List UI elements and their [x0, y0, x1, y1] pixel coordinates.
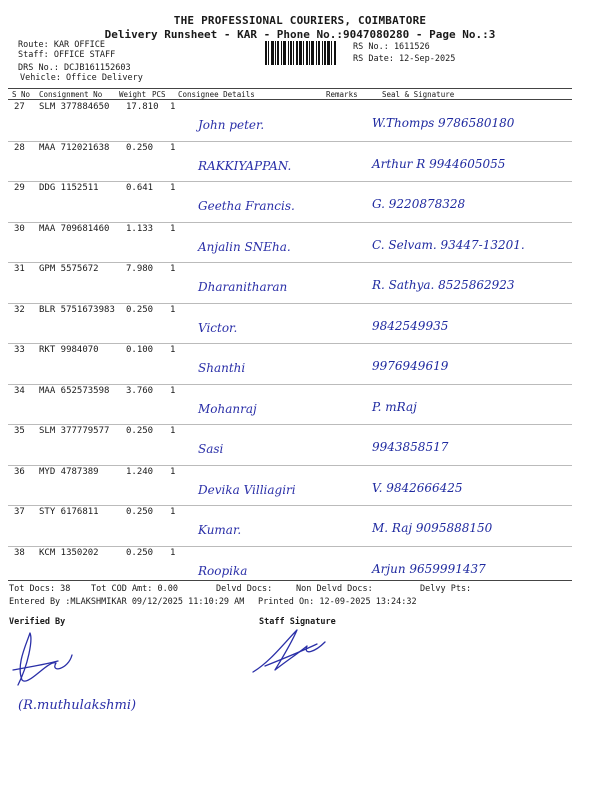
col-header-seal: Seal & Signature: [382, 90, 455, 99]
staff-signature-label: Staff Signature: [259, 617, 336, 627]
row-seal-signature: Arjun 9659991437: [372, 561, 486, 576]
verifier-name-handwriting: (R.muthulakshmi): [18, 698, 137, 713]
row-consignment-no: MAA 652573598: [39, 385, 110, 396]
row-seal-signature: P. mRaj: [372, 399, 417, 414]
row-consignment-no: RKT 9984070: [39, 345, 99, 355]
row-consignment-no: MAA 709681460: [39, 223, 110, 234]
row-weight: 0.250: [126, 304, 154, 315]
row-consignee-handwriting: Roopika: [198, 563, 248, 578]
rs-number: RS No.: 1611526: [353, 42, 430, 52]
col-header-weight: Weight: [119, 90, 147, 99]
row-consignee-handwriting: Shanthi: [198, 361, 246, 375]
company-title: THE PROFESSIONAL COURIERS, COIMBATORE: [173, 14, 427, 27]
barcode: [265, 41, 349, 65]
row-weight: 0.250: [126, 507, 154, 517]
row-divider: [8, 343, 572, 344]
delivery-points: Delvy Pts:: [420, 584, 472, 594]
row-seal-signature: 9976949619: [372, 359, 449, 373]
row-divider: [8, 424, 572, 425]
total-docs: Tot Docs: 38: [9, 584, 71, 594]
row-sno: 28: [14, 142, 25, 153]
row-pcs: 1: [170, 547, 176, 558]
row-consignee-handwriting: Sasi: [198, 442, 224, 456]
row-divider: [8, 262, 572, 263]
row-consignment-no: SLM 377779577: [39, 426, 110, 436]
row-consignment-no: BLR 5751673983: [39, 304, 115, 315]
row-pcs: 1: [170, 507, 176, 517]
staff-signature: [245, 622, 335, 682]
row-pcs: 1: [170, 102, 176, 112]
row-consignee-handwriting: RAKKIYAPPAN.: [198, 158, 292, 173]
row-weight: 0.250: [126, 426, 154, 436]
row-consignee-handwriting: Mohanraj: [198, 401, 257, 416]
row-weight: 0.250: [126, 547, 154, 558]
row-seal-signature: Arthur R 9944605055: [372, 156, 506, 171]
row-sno: 37: [14, 507, 25, 517]
row-pcs: 1: [170, 426, 176, 436]
row-pcs: 1: [170, 264, 176, 274]
row-sno: 35: [14, 426, 25, 436]
col-header-consignment: Consignment No: [39, 90, 103, 99]
col-header-sno: S No: [12, 90, 31, 99]
row-divider: [8, 181, 572, 182]
non-delivered-docs: Non Delvd Docs:: [296, 584, 373, 594]
row-seal-signature: 9842549935: [372, 318, 449, 333]
row-sno: 36: [14, 466, 25, 477]
row-sno: 27: [14, 102, 25, 112]
row-divider: [8, 222, 572, 223]
row-consignee-handwriting: Anjalin SNEha.: [198, 239, 291, 254]
row-divider: [8, 505, 572, 506]
row-consignment-no: KCM 1350202: [39, 547, 99, 558]
row-consignment-no: MAA 712021638: [39, 142, 110, 153]
row-weight: 7.980: [126, 264, 154, 274]
row-weight: 0.100: [126, 345, 154, 355]
row-consignment-no: DDG 1152511: [39, 183, 99, 193]
row-consignee-handwriting: John peter.: [198, 118, 265, 132]
row-divider: [8, 546, 572, 547]
row-sno: 34: [14, 385, 25, 396]
route-label: Route: KAR OFFICE: [18, 40, 105, 50]
row-divider: [8, 465, 572, 466]
rs-date: RS Date: 12-Sep-2025: [353, 54, 456, 64]
row-seal-signature: 9943858517: [372, 440, 449, 454]
row-seal-signature: V. 9842666425: [372, 480, 463, 495]
row-pcs: 1: [170, 183, 176, 193]
delivered-docs: Delvd Docs:: [216, 584, 273, 594]
row-weight: 17.810: [126, 102, 159, 112]
row-consignee-handwriting: Kumar.: [198, 523, 242, 537]
row-seal-signature: C. Selvam. 93447-13201.: [372, 237, 525, 252]
row-divider: [8, 303, 572, 304]
col-header-consignee: Consignee Details: [178, 90, 255, 99]
row-consignment-no: SLM 377884650: [39, 102, 110, 112]
total-cod-amount: Tot COD Amt: 0.00: [91, 584, 178, 594]
row-seal-signature: G. 9220878328: [372, 197, 466, 211]
row-seal-signature: W.Thomps 9786580180: [372, 116, 515, 130]
runsheet-subtitle: Delivery Runsheet - KAR - Phone No.:9047080280 - Page No.:3: [104, 28, 496, 41]
row-divider: [8, 141, 572, 142]
row-divider: [8, 384, 572, 385]
col-header-remarks: Remarks: [326, 90, 358, 99]
drs-number: DRS No.: DCJB161152603: [18, 63, 131, 73]
row-weight: 0.250: [126, 142, 154, 153]
row-sno: 31: [14, 264, 25, 274]
row-seal-signature: R. Sathya. 8525862923: [372, 278, 515, 292]
row-consignment-no: GPM 5575672: [39, 264, 99, 274]
row-sno: 29: [14, 183, 25, 193]
row-weight: 0.641: [126, 183, 154, 193]
row-consignment-no: STY 6176811: [39, 507, 99, 517]
row-sno: 32: [14, 304, 25, 315]
verified-by-label: Verified By: [9, 617, 66, 627]
row-consignment-no: MYD 4787389: [39, 466, 99, 477]
row-weight: 1.133: [126, 223, 154, 234]
row-consignee-handwriting: Dharanitharan: [198, 280, 288, 294]
row-sno: 30: [14, 223, 25, 234]
staff-label: Staff: OFFICE STAFF: [18, 50, 116, 60]
row-pcs: 1: [170, 345, 176, 355]
row-consignee-handwriting: Victor.: [198, 320, 238, 335]
entered-by: Entered By :MLAKSHMIKAR 09/12/2025 11:10:29 AM: [9, 597, 245, 607]
row-sno: 33: [14, 345, 25, 355]
row-pcs: 1: [170, 304, 176, 315]
vehicle-label: Vehicle: Office Delivery: [20, 73, 143, 83]
printed-on: Printed On: 12-09-2025 13:24:32: [258, 597, 417, 607]
row-sno: 38: [14, 547, 25, 558]
row-pcs: 1: [170, 142, 176, 153]
row-pcs: 1: [170, 385, 176, 396]
col-header-pcs: PCS: [152, 90, 166, 99]
row-weight: 3.760: [126, 385, 154, 396]
verifier-signature: [8, 625, 78, 695]
row-seal-signature: M. Raj 9095888150: [372, 521, 493, 535]
row-consignee-handwriting: Geetha Francis.: [198, 199, 295, 213]
row-pcs: 1: [170, 223, 176, 234]
row-consignee-handwriting: Devika Villiagiri: [198, 482, 296, 497]
row-weight: 1.240: [126, 466, 154, 477]
row-pcs: 1: [170, 466, 176, 477]
